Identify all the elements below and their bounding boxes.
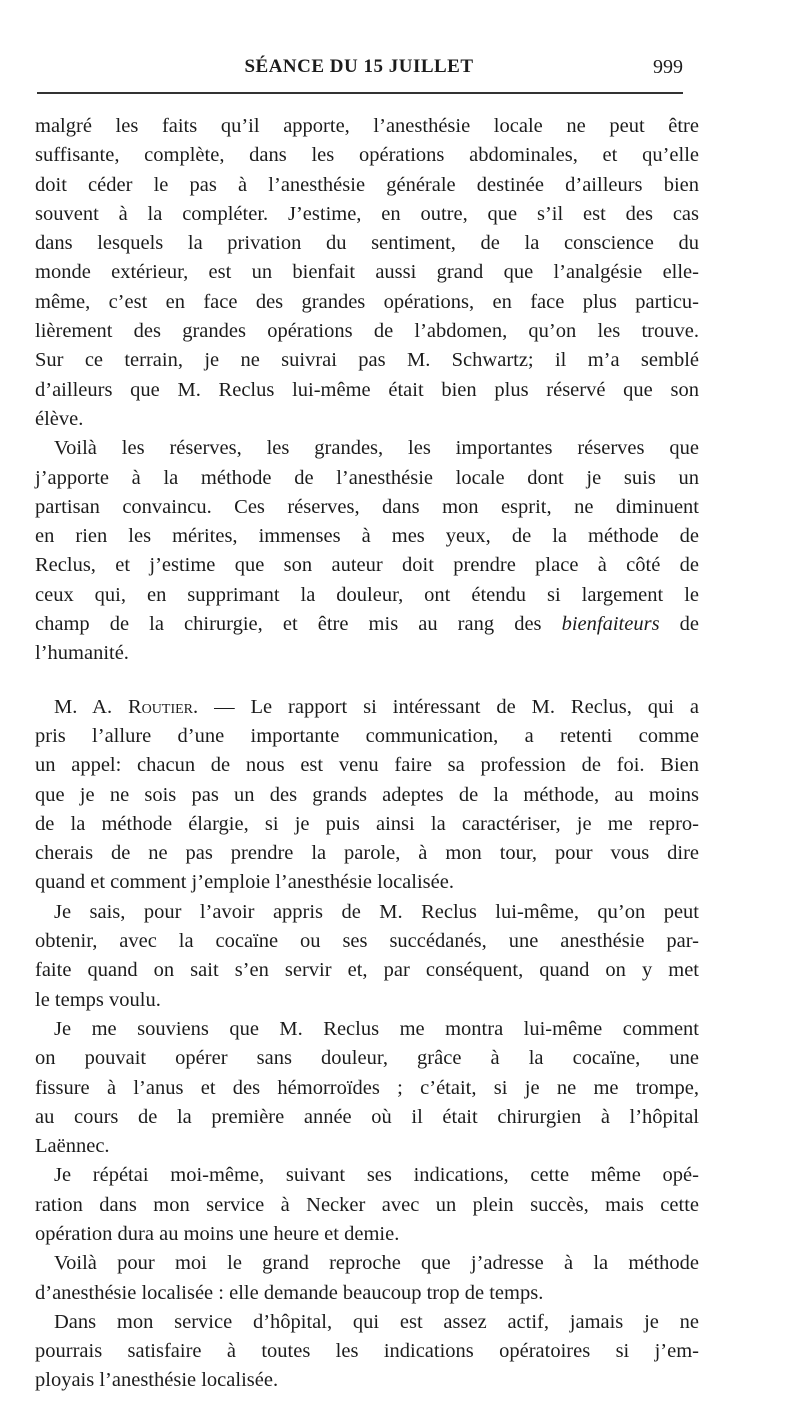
text-line: malgré les faits qu’il apporte, l’anesthésie locale ne peut être bbox=[35, 115, 699, 137]
header-rule bbox=[37, 92, 683, 94]
text-line: pourrais satisfaire à toutes les indications opératoires si j’em- bbox=[35, 1340, 699, 1363]
paragraph bbox=[35, 1308, 699, 1396]
paragraph bbox=[35, 898, 699, 1015]
text-line: ployais l’anesthésie localisée. bbox=[35, 1369, 279, 1392]
text-line: au cours de la première année où il était chirurgien à l’hôpital bbox=[35, 1105, 699, 1128]
text-line: pris l’allure d’une importante communication, a retenti comme bbox=[35, 724, 699, 747]
paragraph-routier bbox=[35, 693, 699, 898]
text-line: Dans mon service d’hôpital, qui est assez actif, jamais je ne bbox=[54, 1310, 699, 1333]
text-line: dans lesquels la privation du sentiment, de la conscience du bbox=[35, 232, 699, 255]
text-line: doit céder le pas à l’anesthésie générale destinée d’ailleurs bien bbox=[35, 173, 699, 196]
running-title: SÉANCE DU 15 JUILLET bbox=[244, 56, 474, 77]
text-line: Je répétai moi-même, suivant ses indications, cette même opé- bbox=[54, 1164, 699, 1187]
body-text bbox=[35, 112, 699, 1396]
text-line: le temps voulu. bbox=[35, 988, 161, 1011]
text-line: que je ne sois pas un des grands adeptes de la méthode, au moins bbox=[35, 783, 699, 806]
text-line: Je me souviens que M. Reclus me montra lui-même comment bbox=[54, 1017, 699, 1040]
text-line: quand et comment j’emploie l’anesthésie localisée. bbox=[35, 871, 454, 894]
text-fragment: champ de la chirurgie, et être mis au rang des bbox=[35, 613, 562, 636]
text-fragment: — Le rapport si intéressant de M. Reclus, qui a bbox=[198, 695, 699, 718]
text-line: Voilà pour moi le grand reproche que j’adresse à la méthode bbox=[54, 1252, 699, 1275]
paragraph-continued bbox=[35, 112, 699, 434]
text-line: Laënnec. bbox=[35, 1135, 110, 1158]
text-line: fissure à l’anus et des hémorroïdes ; c’était, si je ne me trompe, bbox=[35, 1076, 699, 1099]
text-line: opération dura au moins une heure et demie. bbox=[35, 1222, 400, 1245]
text-line: d’ailleurs que M. Reclus lui-même était bien plus réservé que son bbox=[35, 378, 699, 401]
text-line: souvent à la compléter. J’estime, en outre, que s’il est des cas bbox=[35, 202, 699, 225]
text-line: ration dans mon service à Necker avec un plein succès, mais cette bbox=[35, 1193, 699, 1216]
text-line: Voilà les réserves, les grandes, les importantes réserves que bbox=[54, 437, 699, 460]
text-line: ceux qui, en supprimant la douleur, ont étendu si largement le bbox=[35, 583, 699, 606]
text-line: faite quand on sait s’en servir et, par conséquent, quand on y met bbox=[35, 959, 699, 982]
text-line bbox=[35, 610, 699, 639]
text-line: lièrement des grandes opérations de l’abdomen, qu’on les trouve. bbox=[35, 320, 699, 343]
text-line: Sur ce terrain, je ne suivrai pas M. Schwartz; il m’a semblé bbox=[35, 349, 699, 372]
paragraph bbox=[35, 1249, 699, 1308]
italic-term: bienfaiteurs bbox=[561, 613, 660, 636]
paragraph bbox=[35, 1161, 699, 1249]
text-line: élève. bbox=[35, 407, 84, 430]
text-line: d’anesthésie localisée : elle demande beaucoup trop de temps. bbox=[35, 1281, 544, 1304]
text-line: même, c’est en face des grandes opérations, en face plus particu- bbox=[35, 290, 699, 313]
text-line: obtenir, avec la cocaïne ou ses succédanés, une anesthésie par- bbox=[35, 930, 699, 953]
text-fragment: de bbox=[659, 613, 699, 636]
text-line: monde extérieur, est un bienfait aussi grand que l’analgésie elle- bbox=[35, 261, 699, 284]
text-line: partisan convaincu. Ces réserves, dans mon esprit, ne diminuent bbox=[35, 495, 699, 518]
text-line: Reclus, et j’estime que son auteur doit prendre place à côté de bbox=[35, 554, 699, 577]
text-line bbox=[35, 693, 699, 722]
text-line: j’apporte à la méthode de l’anesthésie locale dont je suis un bbox=[35, 466, 699, 489]
text-line: en rien les mérites, immenses à mes yeux, de la méthode de bbox=[35, 525, 699, 548]
text-line: cherais de ne pas prendre la parole, à mon tour, pour vous dire bbox=[35, 842, 699, 865]
text-line: de la méthode élargie, si je puis ainsi la caractériser, je me repro- bbox=[35, 812, 699, 835]
text-line: un appel: chacun de nous est venu faire sa profession de foi. Bien bbox=[35, 754, 699, 777]
text-line: suffisante, complète, dans les opérations abdominales, et qu’elle bbox=[35, 144, 699, 167]
page-number: 999 bbox=[653, 56, 683, 78]
section-gap bbox=[35, 669, 699, 693]
text-line: on pouvait opérer sans douleur, grâce à la cocaïne, une bbox=[35, 1047, 699, 1070]
speaker-name: M. A. Routier. bbox=[54, 695, 199, 718]
paragraph bbox=[35, 1015, 699, 1161]
text-line: Je sais, pour l’avoir appris de M. Reclus lui-même, qu’on peut bbox=[54, 900, 699, 923]
running-head bbox=[35, 56, 683, 80]
paragraph-reserves bbox=[35, 434, 699, 668]
text-line: l’humanité. bbox=[35, 642, 129, 665]
